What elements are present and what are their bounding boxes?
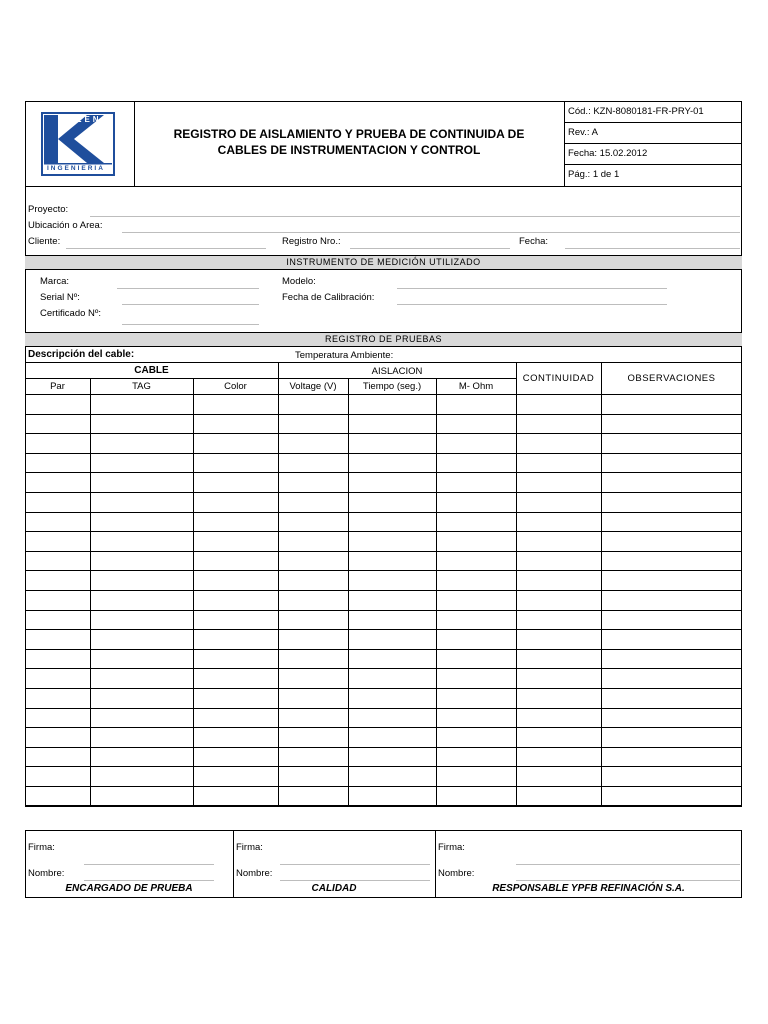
table-row-line (25, 492, 742, 493)
table-row-line (25, 433, 742, 434)
table-row-line (25, 453, 742, 454)
nombre-field-1[interactable] (84, 880, 214, 881)
calibracion-label: Fecha de Calibración: (282, 292, 375, 303)
continuidad-header: CONTINUIDAD (522, 373, 595, 384)
column-header-mohm: M- Ohm (458, 381, 494, 392)
table-row-line (25, 512, 742, 513)
table-row-line (25, 610, 742, 611)
table-row-line (25, 531, 742, 532)
document-code: Cód.: KZN-8080181-FR-PRY-01 (568, 106, 704, 117)
proyecto-label: Proyecto: (28, 204, 69, 215)
table-row-line (25, 727, 742, 728)
ubicacion-label: Ubicación o Area: (28, 220, 103, 231)
table-row-line (25, 414, 742, 415)
table-row-line (25, 668, 742, 669)
table-row-line (25, 688, 742, 689)
form-title-line2: CABLES DE INSTRUMENTACION Y CONTROL (217, 143, 481, 157)
cable-group-header: CABLE (134, 365, 169, 376)
table-column-line (436, 378, 437, 806)
table-row-line (25, 786, 742, 787)
column-header-par: Par (50, 381, 65, 392)
instrument-section-title: INSTRUMENTO DE MEDICIÓN UTILIZADO (25, 255, 742, 270)
certificado-label: Certificado Nº: (40, 308, 102, 319)
column-header-tiempo: Tiempo (seg.) (362, 381, 422, 392)
form-title-line1: REGISTRO DE AISLAMIENTO Y PRUEBA DE CONTINUIDA DE (173, 127, 525, 141)
table-row-line (25, 806, 742, 807)
table-row-line (25, 570, 742, 571)
role-encargado: ENCARGADO DE PRUEBA (65, 883, 193, 894)
registro-label: Registro Nro.: (282, 236, 341, 247)
table-column-line (90, 378, 91, 806)
modelo-label: Modelo: (282, 276, 316, 287)
table-row-line (25, 551, 742, 552)
table-column-line (278, 362, 279, 806)
descripcion-label: Descripción del cable: (28, 349, 135, 360)
nombre-field-3[interactable] (516, 880, 740, 881)
nombre-label-2: Nombre: (236, 868, 273, 879)
role-responsable: RESPONSABLE YPFB REFINACIÓN S.A. (492, 883, 685, 894)
marca-label: Marca: (40, 276, 70, 287)
document-date: Fecha: 15.02.2012 (568, 148, 648, 159)
nombre-field-2[interactable] (280, 880, 430, 881)
table-row-line (25, 766, 742, 767)
column-header-voltage: Voltage (V) (289, 381, 337, 392)
table-row-line (25, 590, 742, 591)
table-row-line (25, 747, 742, 748)
nombre-label-1: Nombre: (28, 868, 65, 879)
firma-field-2[interactable] (280, 864, 430, 865)
cliente-label: Cliente: (28, 236, 61, 247)
role-calidad: CALIDAD (311, 883, 357, 894)
column-header-color: Color (224, 381, 247, 392)
firma-field-1[interactable] (84, 864, 214, 865)
fecha-label: Fecha: (519, 236, 549, 247)
table-row-line (25, 649, 742, 650)
table-row-line (25, 708, 742, 709)
logo-sub-text: INGENIERIA (47, 165, 105, 172)
temperatura-label: Temperatura Ambiente: (295, 350, 394, 361)
table-column-line (601, 362, 602, 806)
firma-label-3: Firma: (438, 842, 465, 853)
table-column-line (348, 378, 349, 806)
document-revision: Rev.: A (568, 127, 598, 138)
tests-section-title: REGISTRO DE PRUEBAS (25, 332, 742, 347)
nombre-label-3: Nombre: (438, 868, 475, 879)
observaciones-header: OBSERVACIONES (627, 373, 716, 384)
firma-label-2: Firma: (236, 842, 263, 853)
table-column-line (193, 378, 194, 806)
column-header-tag: TAG (132, 381, 151, 392)
firma-label-1: Firma: (28, 842, 55, 853)
table-column-line (516, 362, 517, 806)
table-row-line (25, 629, 742, 630)
aislacion-group-header: AISLACION (371, 366, 423, 377)
table-row-line (25, 472, 742, 473)
logo-brand-text: KAZEN (59, 115, 102, 124)
serial-label: Serial Nº: (40, 292, 80, 303)
document-page: Pág.: 1 de 1 (568, 169, 620, 180)
table-header-bottom (25, 394, 742, 395)
firma-field-3[interactable] (516, 864, 740, 865)
